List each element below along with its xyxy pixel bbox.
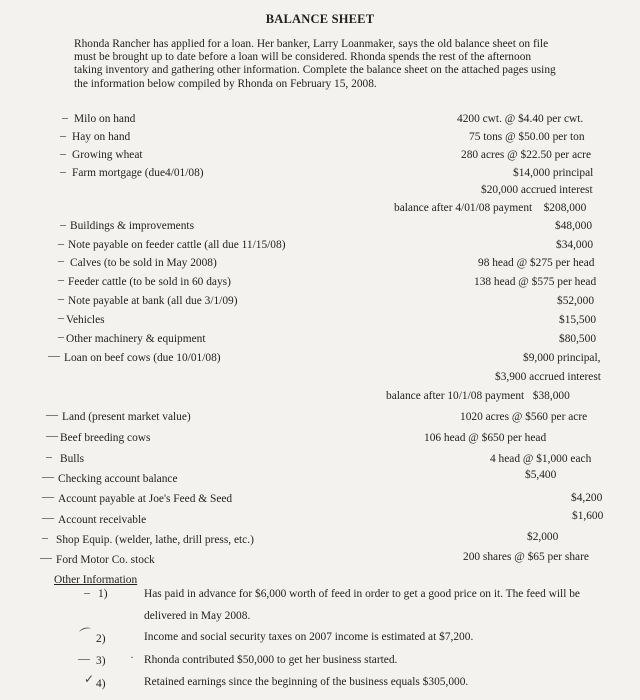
pen-mark: – (60, 217, 66, 231)
intro-line: the information below compiled by Rhonda on February 15, 2008. (74, 77, 377, 90)
item-detail: $80,500 (559, 333, 597, 345)
item-detail: $52,000 (557, 295, 595, 307)
item-label: Milo on hand (74, 113, 136, 125)
item-detail: $14,000 principal (513, 167, 594, 179)
item-detail: 98 head @ $275 per head (478, 257, 595, 269)
item-label: Feeder cattle (to be sold in 60 days) (68, 276, 231, 288)
item-detail: 138 head @ $575 per head (474, 276, 597, 288)
item-label: Bulls (60, 453, 85, 465)
pen-mark: – (58, 272, 64, 286)
item-label: Growing wheat (72, 149, 143, 161)
note-text: Retained earnings since the beginning of the business equals $305,000. (144, 676, 469, 688)
intro-paragraph (74, 38, 614, 91)
note-text: Has paid in advance for $6,000 worth of feed in order to get a good price on it. The feed will be (144, 588, 580, 600)
pen-mark: – (58, 310, 64, 324)
item-detail: balance after 10/1/08 payment $38,000 (386, 390, 570, 402)
item-detail: $9,000 principal, (523, 352, 601, 364)
item-detail: $20,000 accrued interest (481, 184, 593, 196)
pen-mark: — (46, 407, 58, 421)
item-label: Buildings & improvements (70, 220, 195, 232)
item-label: Calves (to be sold in May 2008) (70, 257, 217, 269)
pen-mark: — (78, 651, 90, 665)
item-detail: 4 head @ $1,000 each (490, 453, 592, 465)
note-text: delivered in May 2008. (144, 610, 251, 622)
note-number: 2) (96, 633, 106, 645)
item-label: Loan on beef cows (due 10/01/08) (64, 352, 221, 364)
other-info-heading: Other Information (54, 574, 138, 586)
page-title: BALANCE SHEET (265, 12, 375, 26)
item-detail: 75 tons @ $50.00 per ton (469, 131, 585, 143)
item-label: Farm mortgage (due4/01/08) (72, 167, 204, 179)
item-detail: 4200 cwt. @ $4.40 per cwt. (457, 113, 584, 125)
item-detail: 280 acres @ $22.50 per acre (461, 149, 592, 161)
pen-mark: – (58, 291, 64, 305)
item-detail: $3,900 accrued interest (495, 371, 601, 383)
item-label: Land (present market value) (62, 411, 191, 423)
pen-mark: · (130, 650, 134, 664)
item-detail: 1020 acres @ $560 per acre (460, 411, 588, 423)
note-number: 4) (96, 678, 106, 690)
checkmark-icon: ✓ (84, 672, 95, 686)
item-detail: $4,200 (571, 492, 603, 504)
item-detail: $2,000 (527, 531, 559, 543)
item-detail: $48,000 (555, 220, 593, 232)
pen-mark: — (48, 348, 60, 362)
pen-mark: – (58, 253, 64, 267)
item-label: Other machinery & equipment (66, 333, 206, 345)
note-text: Rhonda contributed $50,000 to get her business started. (144, 654, 398, 666)
item-label: Note payable at bank (all due 3/1/09) (68, 295, 238, 307)
pen-mark: — (46, 428, 58, 442)
item-label: Beef breeding cows (60, 432, 151, 444)
pen-mark: – (60, 128, 66, 142)
item-label: Account receivable (58, 514, 147, 526)
item-label: Hay on hand (72, 131, 131, 143)
item-detail: balance after 4/01/08 payment $208,000 (394, 202, 587, 214)
pen-mark: – (62, 110, 68, 124)
pen-mark: — (42, 469, 54, 483)
item-detail: 200 shares @ $65 per share (463, 551, 589, 563)
item-label: Note payable on feeder cattle (all due 11/15/08) (68, 239, 286, 251)
intro-line: taking inventory and gathering other information. Complete the balance sheet on the attached pages using (74, 64, 556, 77)
pen-mark: – (84, 585, 90, 599)
note-text: Income and social security taxes on 2007 income is estimated at $7,200. (144, 631, 474, 643)
item-detail: $5,400 (525, 469, 557, 481)
note-number: 1) (98, 588, 108, 600)
item-label: Vehicles (66, 314, 105, 326)
pen-mark: – (46, 449, 52, 463)
item-label: Checking account balance (58, 473, 178, 485)
pen-mark: – (60, 146, 66, 160)
item-label: Shop Equip. (welder, lathe, drill press, etc.) (56, 534, 254, 546)
item-detail: $34,000 (556, 239, 594, 251)
pen-mark: ⌒ (78, 625, 94, 643)
pen-mark: – (58, 329, 64, 343)
pen-mark: — (42, 510, 54, 524)
item-label: Account payable at Joe's Feed & Seed (58, 493, 233, 505)
pen-mark: – (42, 530, 48, 544)
pen-mark: — (40, 550, 52, 564)
intro-line: must be brought up to date before a loan will be considered. Rhonda spends the rest of the afternoon (74, 51, 532, 64)
item-detail: 106 head @ $650 per head (424, 432, 547, 444)
pen-mark: – (60, 164, 66, 178)
item-detail: $15,500 (559, 314, 597, 326)
pen-mark: — (42, 489, 54, 503)
note-number: 3) (96, 655, 106, 667)
pen-mark: – (58, 236, 64, 250)
item-label: Ford Motor Co. stock (56, 554, 155, 566)
intro-line: Rhonda Rancher has applied for a loan. Her banker, Larry Loanmaker, says the old balance sheet on file (74, 38, 549, 50)
item-detail: $1,600 (572, 510, 604, 522)
